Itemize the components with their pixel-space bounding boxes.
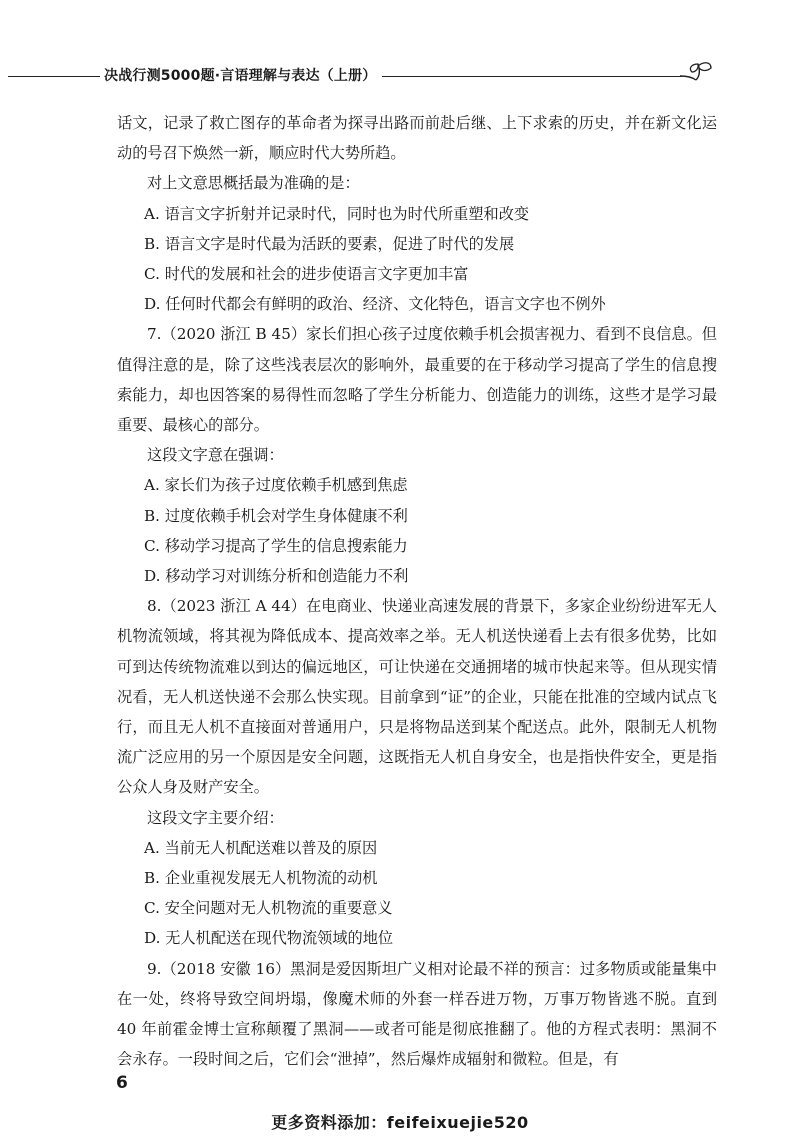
page-number: 6 (116, 1073, 128, 1093)
book-title: 决战行测5000题·言语理解与表达（上册） (104, 68, 377, 84)
page-body (117, 108, 717, 1075)
question-6-prompt: 对上文意思概括最为准确的是： (147, 174, 360, 193)
question-6-continuation: 话文，记录了救亡图存的革命者为探寻出路而前赴后继、上下求索的历史，并在新文化运动的号召下焕然一新，顺应时代大势所趋。 (117, 114, 717, 163)
question-7-option-c: C. 移动学习提高了学生的信息搜索能力 (144, 536, 408, 555)
question-8-option-c: C. 安全问题对无人机物流的重要意义 (144, 899, 393, 918)
question-8-text: 8.（2023 浙江 A 44）在电商业、快递业高速发展的背景下，多家企业纷纷进军无人机物流领域，将其视为降低成本、提高效率之举。无人机送快递看上去有很多优势，比如可到达传统物流难以到达的偏远地区，可让快递在交通拥堵的城市快起来等。但从现实情况看，无人机送快递不会那么快实现。目前拿到“证”的企业，只能在批准的空域内试点飞行，而且无人机不直接面对普通用户，只是将物品送到某个配送点。此外，限制无人机物流广泛应用的另一个原因是安全问题，这既指无人机自身安全，也是指快件安全，更是指公众人身及财产安全。 (117, 597, 717, 797)
question-7-option-b: B. 过度依赖手机会对学生身体健康不利 (144, 506, 408, 525)
question-7-option-a: A. 家长们为孩子过度依赖手机感到焦虑 (144, 476, 408, 495)
question-9-text: 9.（2018 安徽 16）黑洞是爱因斯坦广义相对论最不祥的预言：过多物质或能量集中在一处，终将导致空间坍塌，像魔术师的外套一样吞进万物，万事万物皆逃不脱。直到 40 年前霍金博士宣称颠覆了黑洞——或者可能是彻底推翻了。他的方程式表明：黑洞不会永存。一段时间之后，它们会“泄掉”，然后爆炸成辐射和微粒。但是，有 (117, 959, 717, 1069)
question-6-option-b: B. 语言文字是时代最为活跃的要素，促进了时代的发展 (144, 234, 515, 253)
question-7-prompt: 这段文字意在强调： (147, 446, 284, 465)
question-6-option-d: D. 任何时代都会有鲜明的政治、经济、文化特色，语言文字也不例外 (144, 295, 606, 314)
question-6-option-c: C. 时代的发展和社会的进步使语言文字更加丰富 (144, 265, 469, 284)
question-8-option-a: A. 当前无人机配送难以普及的原因 (144, 838, 378, 857)
question-8-option-d: D. 无人机配送在现代物流领域的地位 (144, 929, 394, 948)
question-8-prompt: 这段文字主要介绍： (147, 808, 284, 827)
footer-note: 更多资料添加：feifeixuejie520 (271, 1113, 529, 1132)
question-6-option-a: A. 语言文字折射并记录时代，同时也为时代所重塑和改变 (144, 204, 530, 223)
sprout-icon (678, 56, 718, 88)
running-header (0, 52, 800, 92)
header-rule-right (382, 76, 682, 77)
question-8-option-b: B. 企业重视发展无人机物流的动机 (144, 869, 378, 888)
question-7-option-d: D. 移动学习对训练分析和创造能力不利 (144, 567, 409, 586)
question-7-text: 7.（2020 浙江 B 45）家长们担心孩子过度依赖手机会损害视力、看到不良信息。但值得注意的是，除了这些浅表层次的影响外，最重要的在于移动学习提高了学生的信息搜索能力，却也因答案的易得性而忽略了学生分析能力、创造能力的训练，这些才是学习最重要、最核心的部分。 (117, 325, 717, 435)
header-rule-left (8, 76, 100, 77)
